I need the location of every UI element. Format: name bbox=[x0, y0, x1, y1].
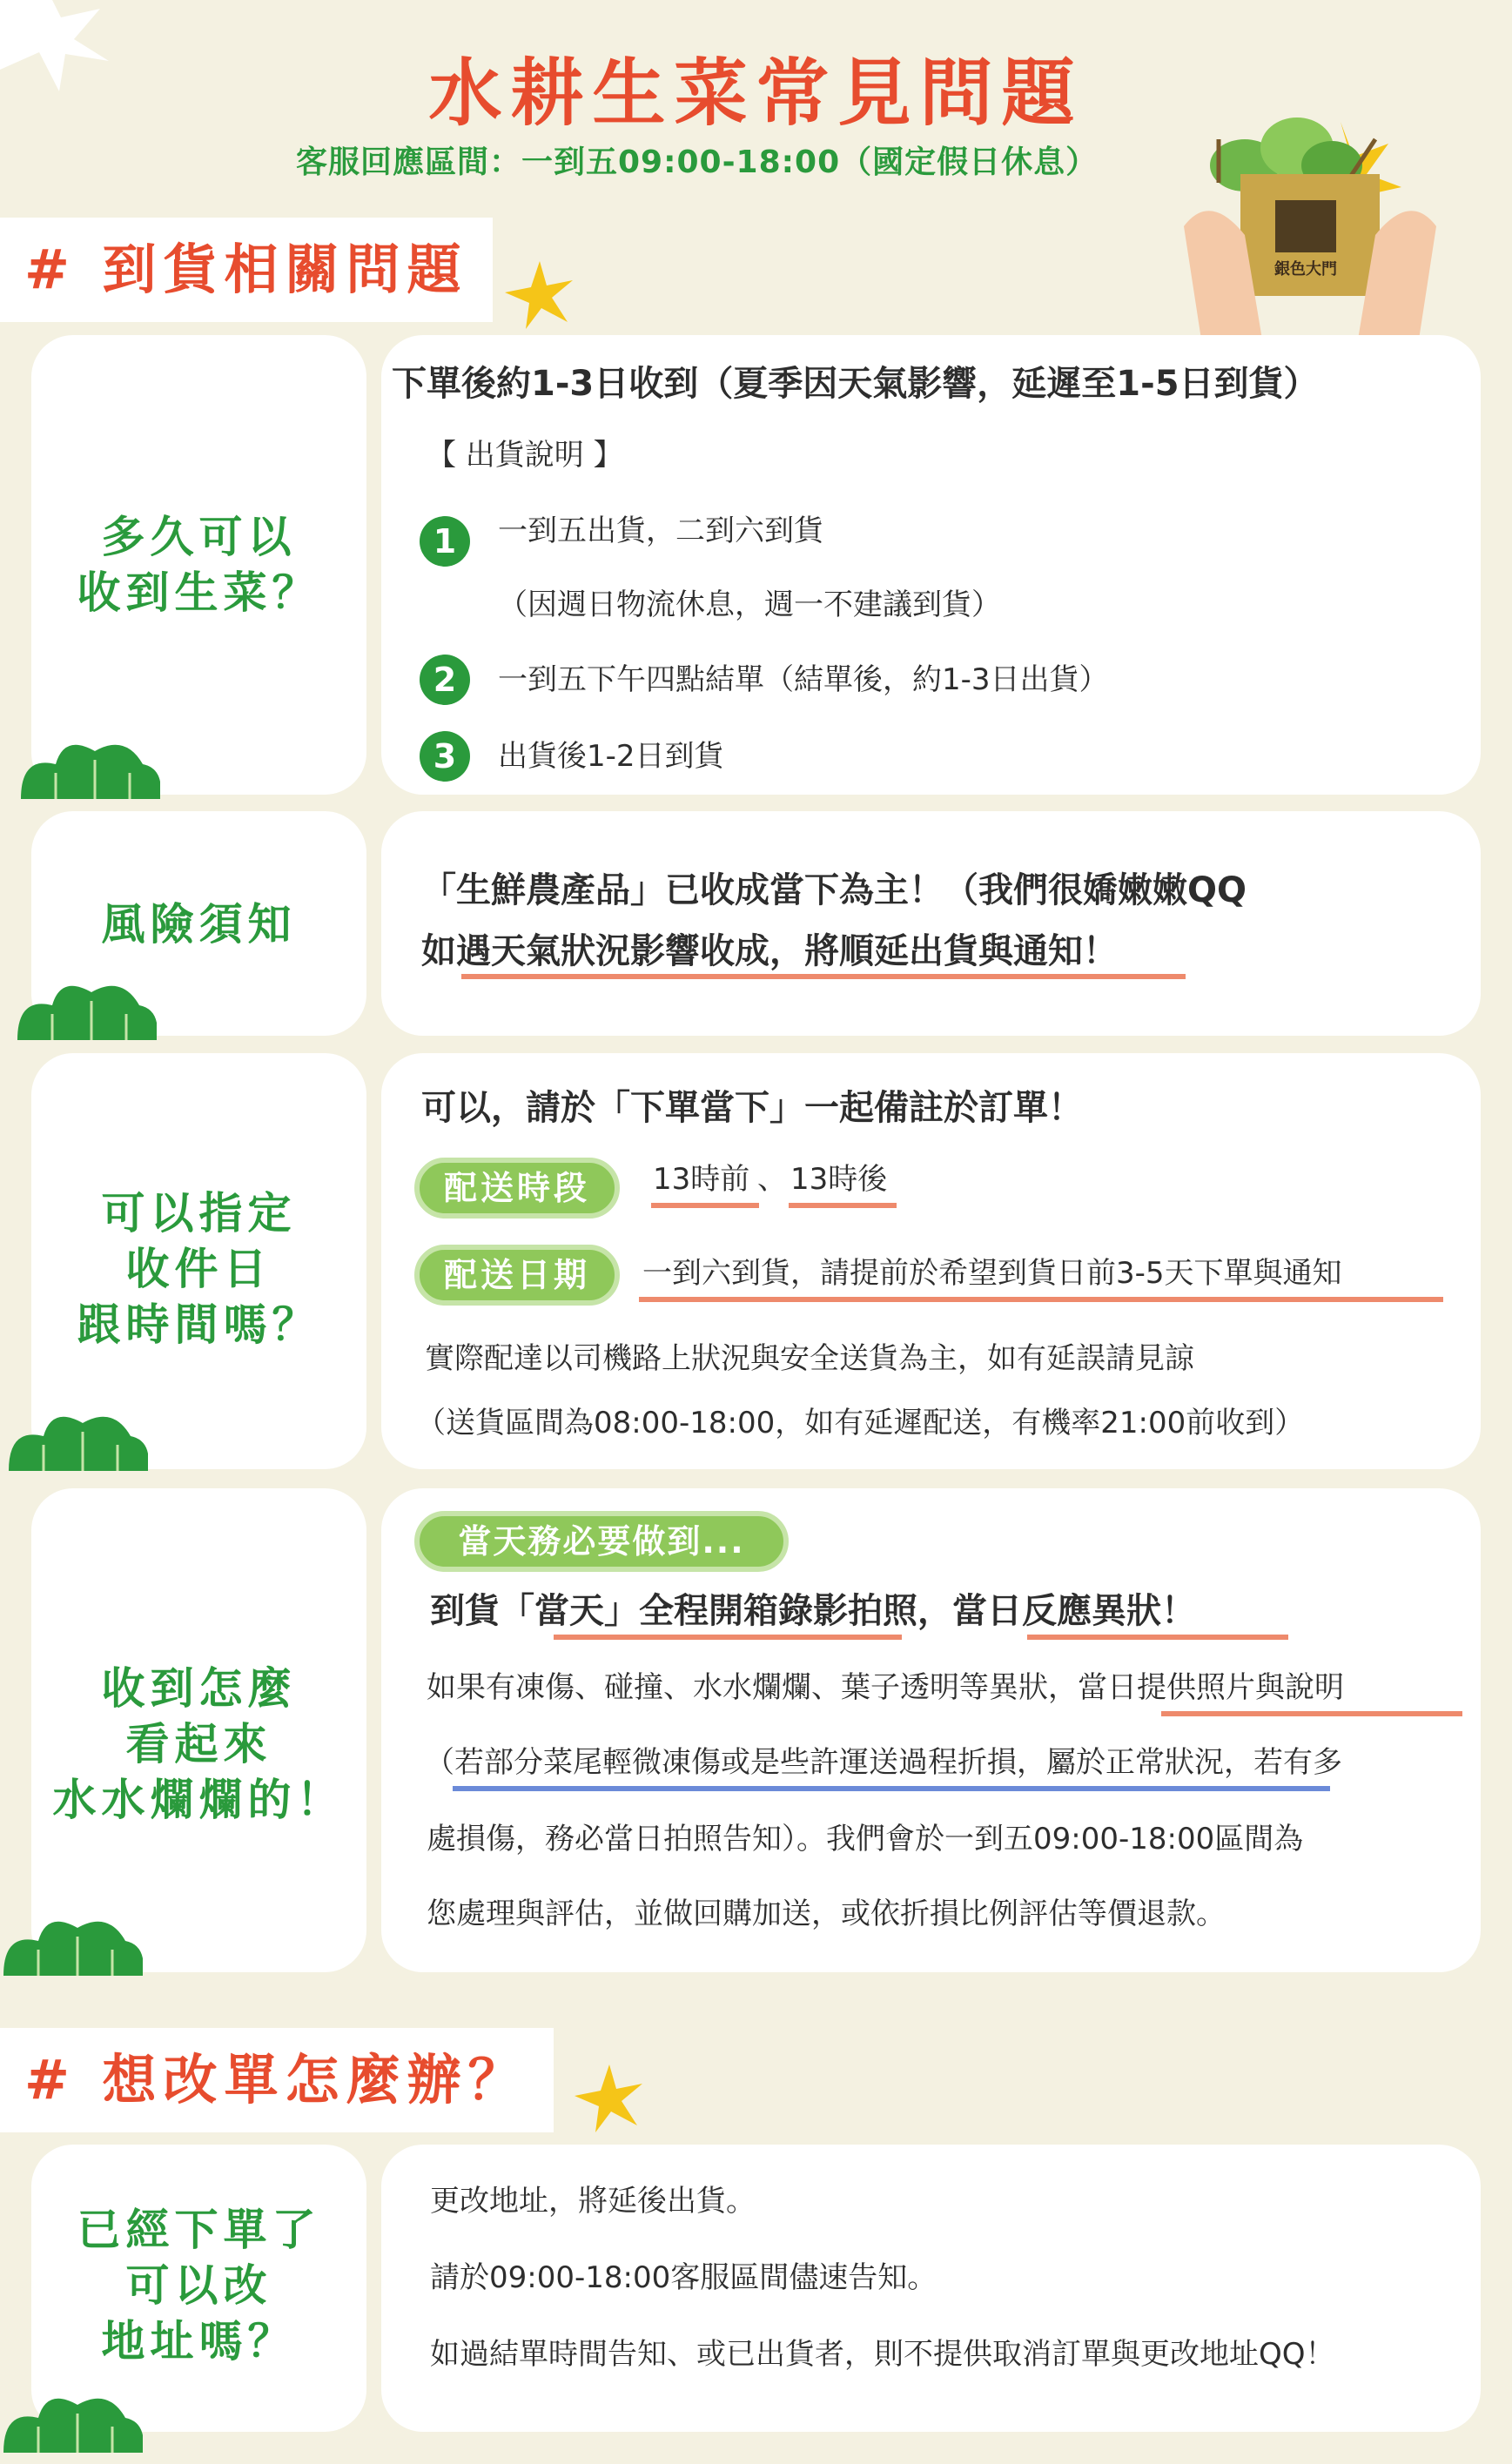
underline bbox=[453, 1786, 1330, 1791]
star-icon bbox=[575, 2065, 644, 2134]
damage-line-3: 處損傷，務必當日拍照告知）。我們會於一到五09:00-18:00區間為 bbox=[427, 1822, 1304, 1856]
delivery-date-text: 一到六到貨，請提前於希望到貨日前3-5天下單與通知 bbox=[642, 1256, 1342, 1291]
question-text: 多久可以 收到生菜？ bbox=[77, 512, 321, 618]
service-hours: 客服回應區間：一到五09:00-18:00（國定假日休息） bbox=[296, 144, 1099, 180]
question-text: 可以指定 收件日 跟時間嗎？ bbox=[77, 1188, 321, 1350]
answer-heading: 可以，請於「下單當下」一起備註於訂單！ bbox=[421, 1088, 1083, 1128]
page-title: 水耕生菜常見問題 bbox=[428, 50, 1084, 136]
svg-text:銀色大門: 銀色大門 bbox=[1274, 260, 1337, 279]
delivery-time-label: 配送時段 bbox=[414, 1158, 620, 1219]
answer-heading: 下單後約1-3日收到（夏季因天氣影響，延遲至1-5日到貨） bbox=[392, 364, 1319, 404]
underline bbox=[789, 1203, 897, 1208]
question-text: 收到怎麼 看起來 水水爛爛的！ bbox=[52, 1663, 346, 1825]
shrub-icon bbox=[17, 970, 157, 1040]
underline bbox=[639, 1297, 1443, 1302]
time-option-after: 13時後 bbox=[790, 1162, 888, 1197]
step-3-badge: 3 bbox=[420, 731, 470, 782]
delivery-date-label: 配送日期 bbox=[414, 1245, 620, 1306]
address-line-2: 請於09:00-18:00客服區間儘速告知。 bbox=[430, 2260, 937, 2295]
note-label: 【 出貨說明 】 bbox=[427, 438, 623, 473]
underline bbox=[461, 974, 1186, 979]
address-line-1: 更改地址，將延後出貨。 bbox=[430, 2184, 756, 2219]
delivery-note-1: 實際配達以司機路上狀況與安全送貨為主，如有延誤請見諒 bbox=[425, 1341, 1194, 1376]
shrub-icon bbox=[21, 729, 160, 799]
step-1-note: （因週日物流休息，週一不建議到貨） bbox=[498, 587, 1001, 622]
time-separator: 、 bbox=[757, 1162, 787, 1197]
answer-card bbox=[381, 335, 1481, 795]
address-line-3: 如過結單時間告知、或已出貨者，則不提供取消訂單與更改地址QQ！ bbox=[430, 2337, 1335, 2372]
delivery-note-2: （送貨區間為08:00-18:00，如有延遲配送，有機率21:00前收到） bbox=[416, 1406, 1305, 1440]
underline bbox=[651, 1203, 759, 1208]
step-2-badge: 2 bbox=[420, 655, 470, 705]
shrub-icon bbox=[9, 1401, 148, 1471]
section-tag-delivery: # 到貨相關問題 bbox=[0, 218, 493, 322]
section-tag-change-order: # 想改單怎麼辦？ bbox=[0, 2028, 554, 2132]
step-1-badge: 1 bbox=[420, 516, 470, 567]
answer-card bbox=[381, 811, 1481, 1036]
damage-line-2: （若部分菜尾輕微凍傷或是些許運送過程折損，屬於正常狀況，若有多 bbox=[425, 1745, 1342, 1780]
shrub-icon bbox=[3, 2383, 143, 2453]
question-text: 風險須知 bbox=[101, 899, 297, 950]
step-1-text: 一到五出貨，二到六到貨 bbox=[498, 514, 823, 548]
damage-line-1: 如果有凍傷、碰撞、水水爛爛、葉子透明等異狀，當日提供照片與說明 bbox=[427, 1670, 1344, 1705]
step-3-text: 出貨後1-2日到貨 bbox=[498, 739, 724, 774]
shrub-icon bbox=[3, 1906, 143, 1976]
time-option-before: 13時前 bbox=[653, 1162, 750, 1197]
question-text: 已經下單了 可以改 地址嗎？ bbox=[77, 2205, 321, 2367]
risk-line-2: 如遇天氣狀況影響收成，將順延出貨與通知！ bbox=[421, 931, 1118, 971]
risk-line-1: 「生鮮農產品」已收成當下為主！（我們很嬌嫩嫩QQ bbox=[421, 870, 1247, 910]
underline bbox=[554, 1635, 902, 1640]
vegetable-box-illustration bbox=[1166, 104, 1454, 339]
damage-line-4: 您處理與評估，並做回購加送，或依折損比例評估等價退款。 bbox=[427, 1897, 1226, 1931]
must-do-label: 當天務必要做到... bbox=[414, 1511, 789, 1572]
underline bbox=[1161, 1711, 1462, 1716]
star-icon bbox=[505, 261, 575, 331]
step-2-text: 一到五下午四點結單（結單後，約1-3日出貨） bbox=[498, 662, 1109, 697]
answer-heading: 到貨「當天」全程開箱錄影拍照，當日反應異狀！ bbox=[430, 1591, 1196, 1631]
underline bbox=[1027, 1635, 1288, 1640]
